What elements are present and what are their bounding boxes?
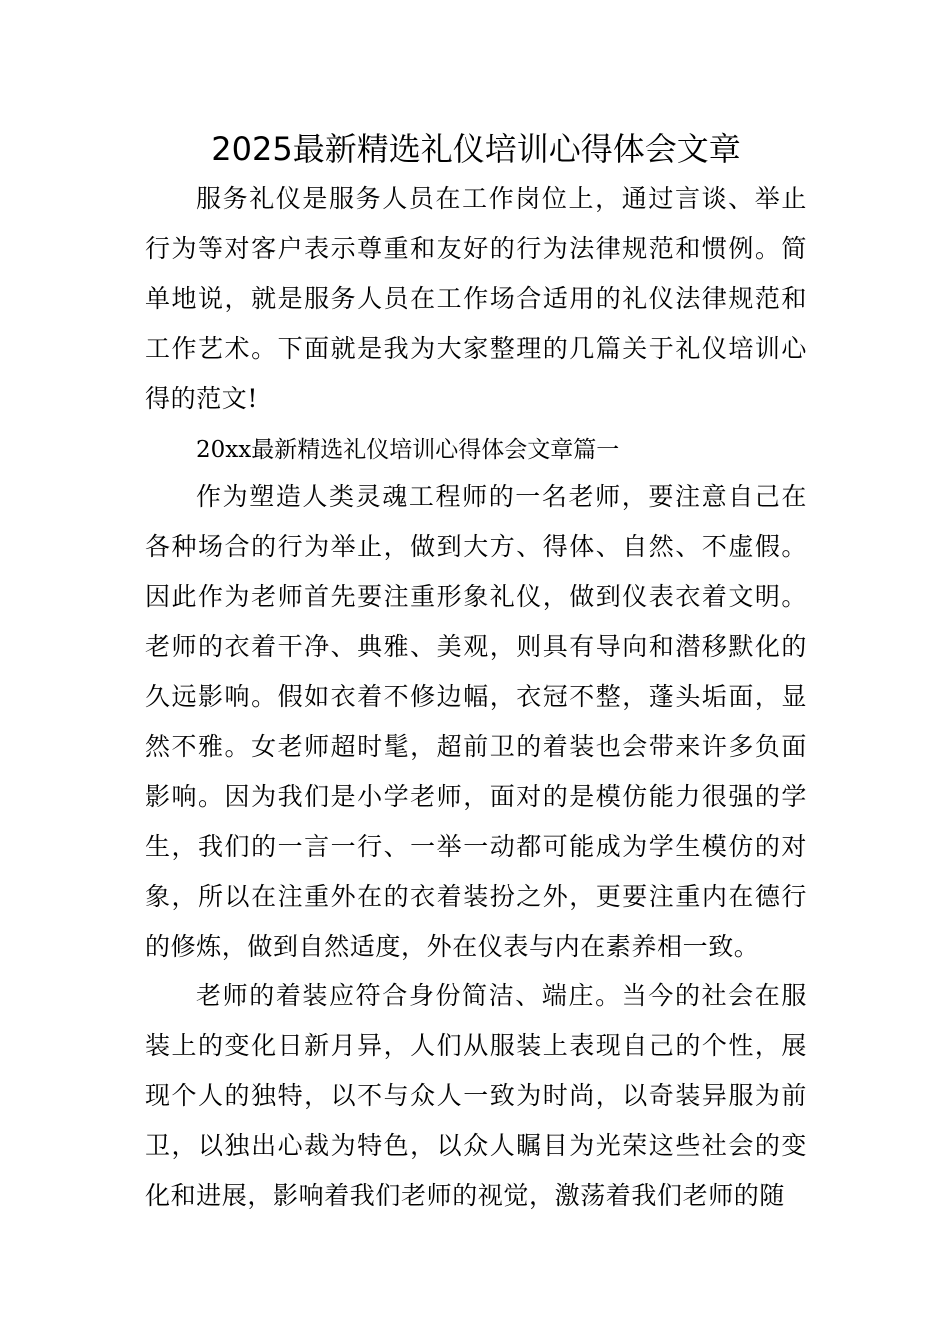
document-title: 2025最新精选礼仪培训心得体会文章 <box>211 130 741 168</box>
body-paragraph-2: 老师的着装应符合身份简洁、端庄。当今的社会在服装上的变化日新月异，人们从服装上表现自己的个性，展现个人的独特，以不与众人一致为时尚，以奇装异服为前卫，以独出心裁为特色，以众人瞩目为光荣这些社会的变化和进展，影响着我们老师的视觉，激荡着我们老师的随 <box>145 981 807 1210</box>
body-paragraph-1: 作为塑造人类灵魂工程师的一名老师，要注意自己在各种场合的行为举止，做到大方、得体、自然、不虚假。因此作为老师首先要注重形象礼仪，做到仪表衣着文明。老师的衣着干净、典雅、美观，则具有导向和潜移默化的久远影响。假如衣着不修边幅，衣冠不整，蓬头垢面，显然不雅。女老师超时髦，超前卫的着装也会带来许多负面影响。因为我们是小学老师，面对的是模仿能力很强的学生，我们的一言一行、一举一动都可能成为学生模仿的对象，所以在注重外在的衣着装扮之外，更要注重内在德行的修炼，做到自然适度，外在仪表与内在素养相一致。 <box>145 482 807 961</box>
section-heading: 20xx最新精选礼仪培训心得体会文章篇一 <box>196 437 620 463</box>
intro-paragraph: 服务礼仪是服务人员在工作岗位上，通过言谈、举止行为等对客户表示尊重和友好的行为法律规范和惯例。简单地说，就是服务人员在工作场合适用的礼仪法律规范和工作艺术。下面就是我为大家整理的几篇关于礼仪培训心得的范文! <box>145 184 807 413</box>
document-page <box>145 0 807 1344</box>
